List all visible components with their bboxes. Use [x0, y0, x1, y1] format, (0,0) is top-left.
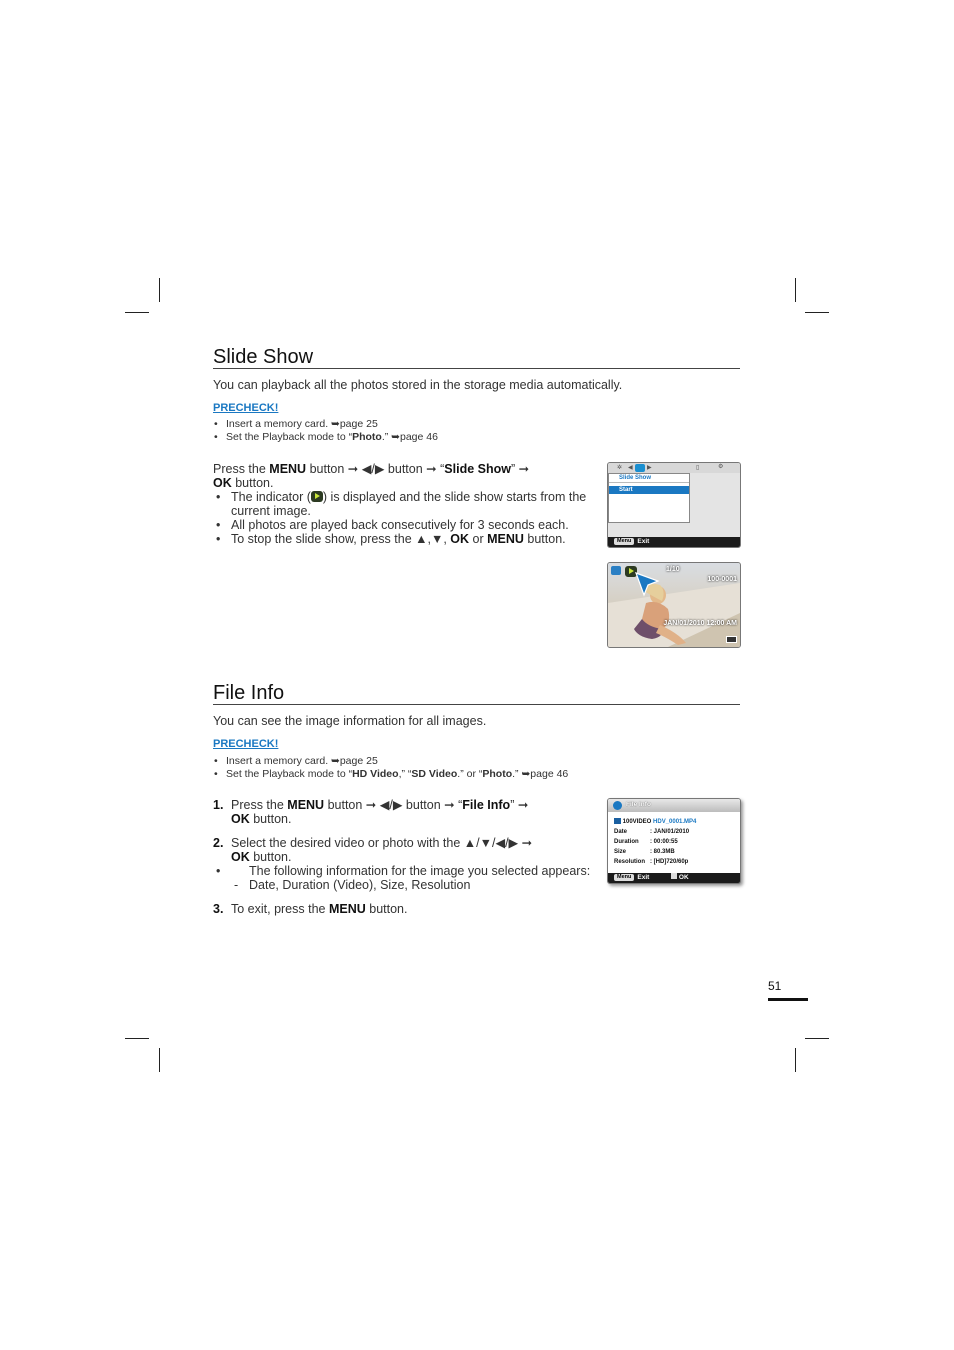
precheck-label: PRECHECK! — [213, 738, 279, 750]
file-info-header — [608, 799, 740, 812]
magic-icon: ✲ — [617, 465, 623, 471]
image-counter: 1/10 — [666, 566, 680, 573]
arrow-right-icon: ▶ — [647, 465, 652, 471]
info-row-date: Date : JAN/01/2010 — [614, 829, 690, 835]
step-note: • The indicator ( ) is displayed and the slide show starts from the current image. — [213, 490, 598, 518]
submenu-title: Slide Show — [609, 474, 689, 483]
step-note: • To stop the slide show, press the ▲,▼, OK or MENU button. — [213, 532, 598, 546]
file-icon: ▯ — [696, 465, 700, 471]
folder-icon — [614, 818, 621, 824]
exit-label: Exit — [637, 874, 650, 881]
file-info-icon — [613, 801, 622, 810]
arrow-left-icon: ◀ — [628, 465, 633, 471]
crop-mark — [795, 278, 796, 302]
step-note: • All photos are played back consecutively for 3 seconds each. — [213, 518, 598, 532]
menu-key[interactable]: Menu — [614, 538, 634, 545]
step-subnote: - Date, Duration (Video), Size, Resolution — [213, 878, 598, 892]
file-info-intro: You can see the image information for all images. — [213, 714, 487, 728]
menu-bar — [608, 537, 740, 547]
precheck-list — [213, 755, 568, 781]
exit-label: Exit — [637, 538, 650, 545]
section-title-file-info: File Info — [213, 682, 740, 705]
precheck-item: • Insert a memory card. ➥page 25 — [213, 755, 568, 768]
step-note: • The following information for the image you selected appears: — [213, 864, 598, 878]
ok-label: OK — [678, 874, 689, 881]
step-1: 1. Press the MENU button ➞ ◀/▶ button ➞ “File Info” ➞ OK button. — [213, 798, 529, 826]
crop-mark — [159, 278, 160, 302]
page-number-rule — [768, 998, 808, 1001]
cursor-arrow-icon — [634, 571, 664, 597]
playback-mode-icon — [611, 566, 621, 575]
battery-icon — [726, 636, 737, 643]
ok-icon — [671, 873, 677, 879]
crop-mark — [125, 312, 149, 313]
step-instruction: Press the MENU button ➞ ◀/▶ button ➞ “Slide Show” ➞ OK button. — [213, 462, 530, 490]
file-info-steps — [213, 798, 598, 916]
crop-mark — [159, 1048, 160, 1072]
info-row-size: Size : 80.3MB — [614, 849, 675, 855]
menu-bar — [608, 873, 740, 883]
slide-show-steps — [213, 462, 598, 546]
page-number: 51 — [768, 979, 782, 993]
file-path: 100VIDEO HDV_0001.MP4 — [614, 818, 696, 825]
precheck-item: • Set the Playback mode to “Photo.” ➥page 46 — [213, 431, 438, 444]
slide-show-photo-screen — [607, 562, 741, 648]
precheck-list — [213, 418, 438, 444]
crop-mark — [805, 1038, 829, 1039]
slide-show-intro: You can playback all the photos stored in the storage media automatically. — [213, 378, 623, 392]
menu-key[interactable]: Menu — [614, 874, 634, 881]
precheck-item: • Set the Playback mode to “HD Video,” “SD Video.” or “Photo.” ➥page 46 — [213, 768, 568, 781]
file-info-title: File Info — [626, 801, 651, 808]
crop-mark — [125, 1038, 149, 1039]
slide-show-tab-icon — [635, 464, 645, 472]
step-3: 3. To exit, press the MENU button. — [213, 902, 408, 916]
start-menu-item[interactable]: Start — [609, 486, 689, 494]
slide-show-submenu — [608, 473, 690, 523]
crop-mark — [795, 1048, 796, 1072]
file-info-screen — [607, 798, 741, 884]
precheck-item: • Insert a memory card. ➥page 25 — [213, 418, 438, 431]
precheck-label: PRECHECK! — [213, 402, 279, 414]
step-2: 2. Select the desired video or photo with the ▲/▼/◀/▶ ➞ OK button. — [213, 836, 533, 864]
slide-show-indicator-icon — [311, 491, 323, 502]
file-number: 100-0001 — [707, 576, 737, 583]
settings-icon: ⚙ — [718, 464, 724, 470]
slide-show-menu-screen — [607, 462, 741, 548]
photo-datetime: JAN/01/2010 12:00 AM — [663, 620, 737, 627]
crop-mark — [805, 312, 829, 313]
info-row-resolution: Resolution : [HD]720/60p — [614, 859, 689, 865]
section-title-slide-show: Slide Show — [213, 346, 740, 369]
menu-tab-bar — [608, 463, 740, 473]
info-row-duration: Duration : 00:00:55 — [614, 839, 678, 845]
